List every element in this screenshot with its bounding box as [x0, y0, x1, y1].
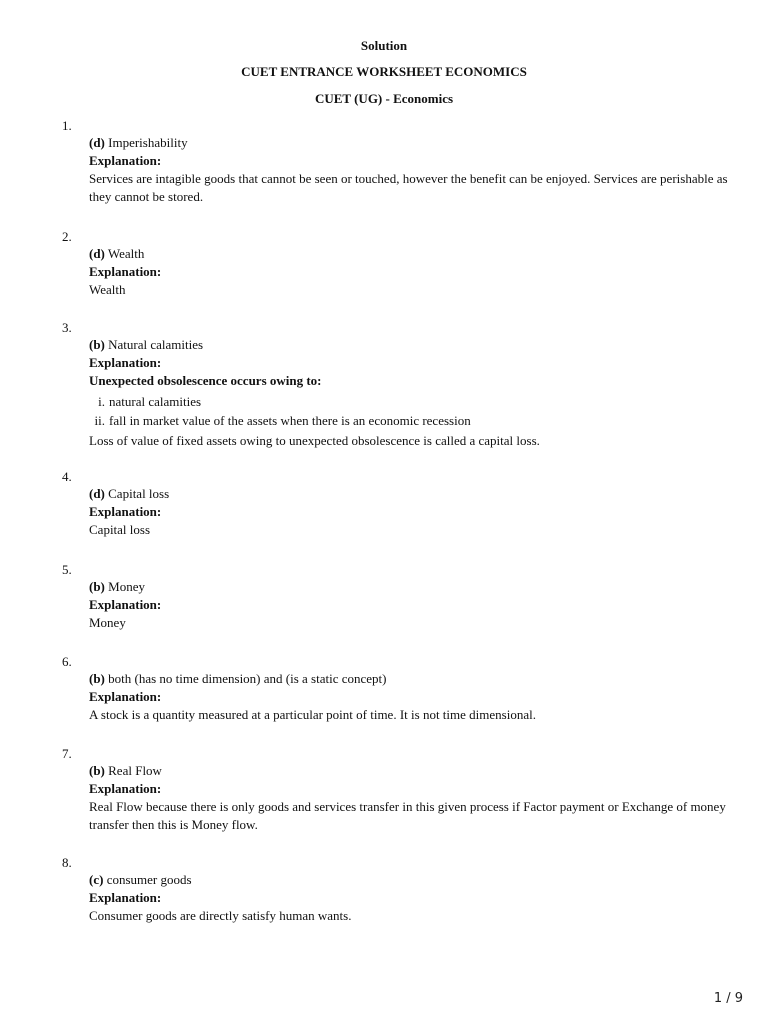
explanation-label: Explanation:: [89, 781, 162, 796]
explanation-label: Explanation:: [89, 597, 162, 612]
question-number: 1.: [62, 118, 72, 133]
question-body: [89, 485, 739, 539]
page-number: 1 / 9: [713, 991, 743, 1006]
answer-line: [89, 245, 739, 263]
answer-option: (d): [89, 486, 105, 501]
explanation-label: Explanation:: [89, 689, 162, 704]
question-number: 2.: [62, 229, 72, 244]
answer-line: [89, 762, 739, 780]
answer-text: both (has no time dimension) and (is a static concept): [108, 671, 387, 686]
explanation-text: Capital loss: [89, 522, 151, 537]
answer-text: Wealth: [107, 246, 145, 261]
explanation-label: Explanation:: [89, 504, 162, 519]
answer-line: [89, 485, 739, 503]
explanation-text: Loss of value of fixed assets owing to unexpected obsolescence is called a capital loss.: [89, 433, 540, 448]
answer-option: (d): [89, 246, 105, 261]
explanation-text: A stock is a quantity measured at a particular point of time. It is not time dimensional.: [89, 707, 536, 722]
answer-line: [89, 578, 739, 596]
worksheet-title: CUET ENTRANCE WORKSHEET ECONOMICS: [241, 64, 527, 79]
answer-text: Imperishability: [108, 135, 188, 150]
list-item-text: fall in market value of the assets when there is an economic recession: [109, 413, 471, 428]
list-item: [89, 411, 739, 430]
question-number: 7.: [62, 746, 72, 761]
explanation-text: Services are intagible goods that cannot be seen or touched, however the benefit can be enjoyed. Services are perishable as they cannot be stored.: [89, 171, 728, 204]
cause-list: [89, 392, 739, 430]
answer-text: Natural calamities: [108, 337, 204, 352]
answer-line: [89, 871, 739, 889]
question-body: [89, 871, 739, 925]
answer-option: (b): [89, 337, 105, 352]
answer-text: consumer goods: [106, 872, 192, 887]
explanation-label: Explanation:: [89, 264, 162, 279]
answer-text: Real Flow: [108, 763, 162, 778]
question-number: 6.: [62, 654, 72, 669]
question-number: 5.: [62, 562, 72, 577]
question-body: [89, 336, 739, 450]
question-number: 3.: [62, 320, 72, 335]
answer-line: [89, 336, 739, 354]
list-item: [89, 392, 739, 411]
course-title: CUET (UG) - Economics: [314, 91, 454, 106]
answer-option: (c): [89, 872, 104, 887]
page-title: Solution: [360, 38, 408, 53]
explanation-heading: Unexpected obsolescence occurs owing to:: [89, 373, 322, 388]
answer-option: (b): [89, 671, 105, 686]
answer-option: (b): [89, 579, 105, 594]
question-body: [89, 134, 739, 206]
explanation-label: Explanation:: [89, 890, 162, 905]
question-body: [89, 670, 739, 724]
answer-text: Money: [108, 579, 145, 594]
list-item-text: natural calamities: [109, 394, 202, 409]
answer-text: Capital loss: [108, 486, 170, 501]
answer-line: [89, 134, 739, 152]
answer-line: [89, 670, 739, 688]
list-marker: i.: [98, 394, 105, 409]
question-number: 8.: [62, 855, 72, 870]
explanation-text: Wealth: [89, 282, 126, 297]
question-number: 4.: [62, 469, 72, 484]
question-body: [89, 762, 739, 834]
question-body: [89, 578, 739, 632]
explanation-text: Consumer goods are directly satisfy human wants.: [89, 908, 352, 923]
answer-option: (b): [89, 763, 105, 778]
explanation-text: Real Flow because there is only goods and services transfer in this given process if Factor payment or Exchange of money transfer then this is Money flow.: [89, 799, 726, 832]
explanation-label: Explanation:: [89, 153, 162, 168]
question-body: [89, 245, 739, 299]
list-marker: ii.: [94, 413, 105, 428]
answer-option: (d): [89, 135, 105, 150]
explanation-text: Money: [89, 615, 126, 630]
explanation-label: Explanation:: [89, 355, 162, 370]
